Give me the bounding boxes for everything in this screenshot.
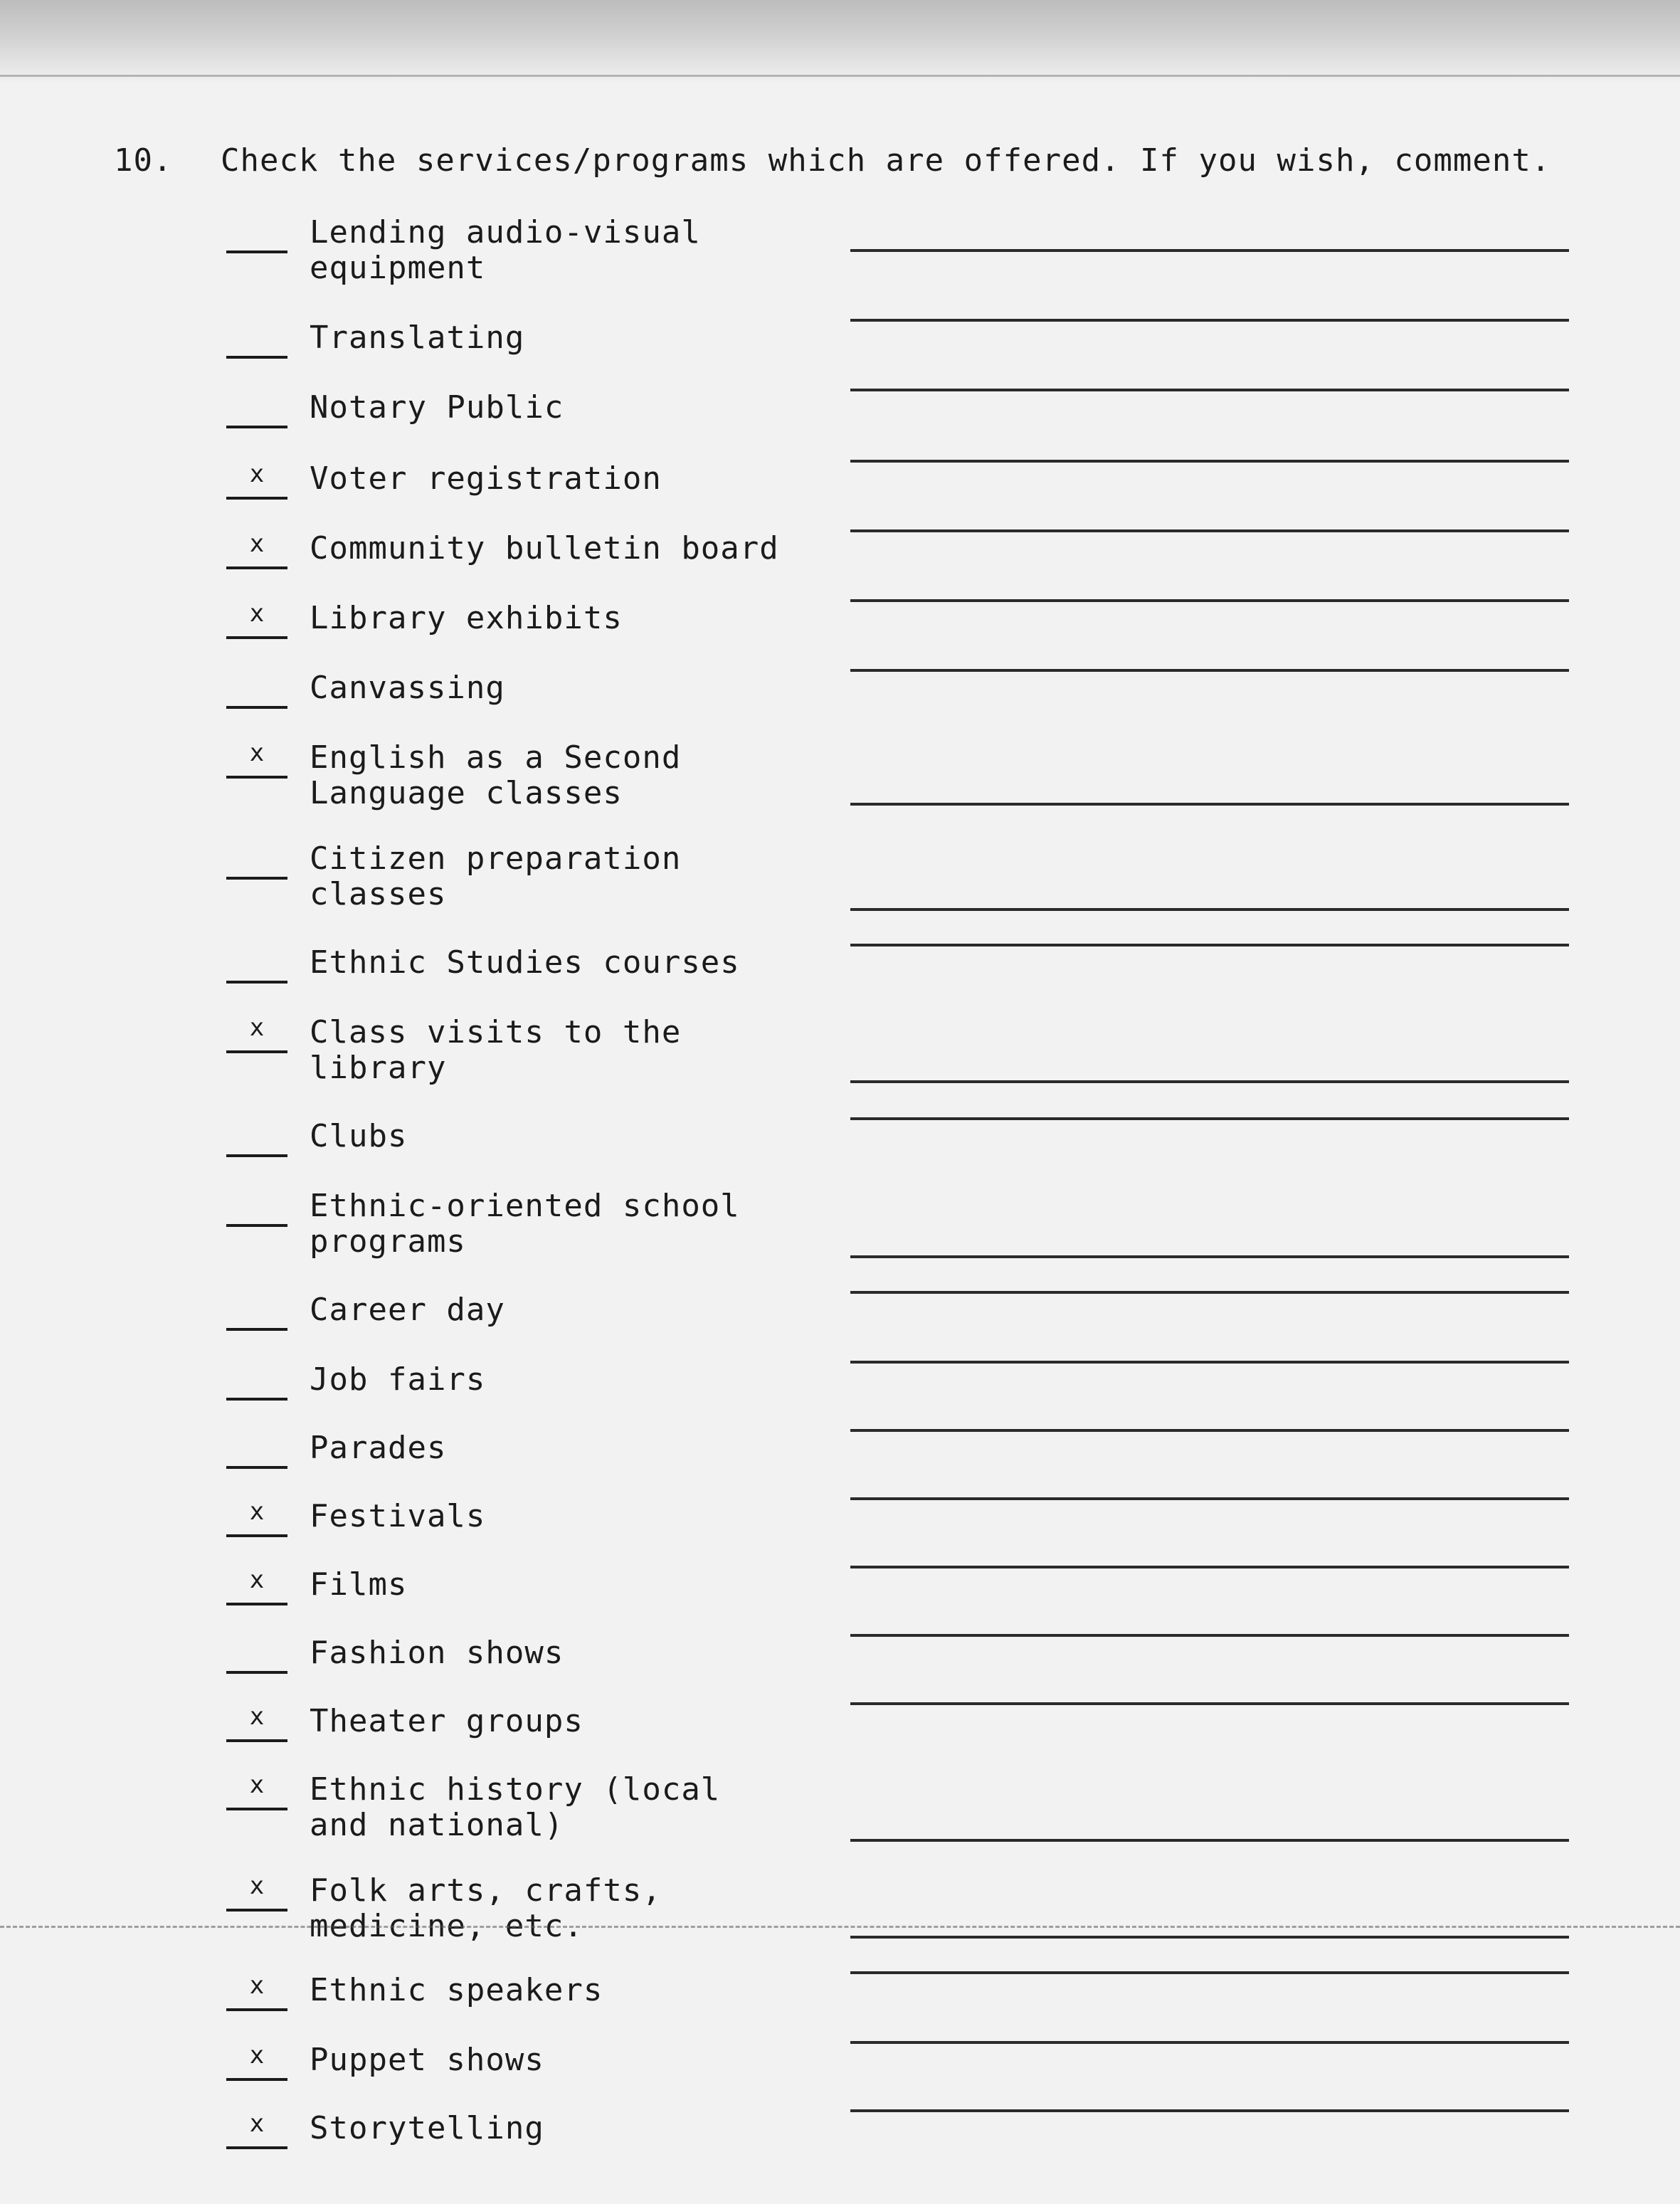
comment-line[interactable] [850,1080,1569,1083]
checkbox-checked[interactable]: x [226,1497,287,1537]
service-label [310,1499,485,1534]
service-label-line1: Ethnic speakers [310,1972,603,2008]
service-label [310,740,681,811]
page-fold-line [0,1926,1680,1928]
checkbox-checked[interactable]: x [226,460,287,500]
comment-line[interactable] [850,803,1569,806]
service-label-line1: Folk arts, crafts, [310,1872,662,1909]
question-number: 10. [114,142,173,179]
checkbox-blank[interactable] [226,1187,287,1227]
service-label [310,601,623,636]
checkbox-checked[interactable]: x [226,529,287,569]
service-label-line1: Career day [310,1292,505,1328]
comment-line[interactable] [850,249,1569,252]
comment-line[interactable] [850,1634,1569,1637]
question-text: Check the services/programs which are offered. If you wish, comment. [221,142,1551,179]
checkbox-checked[interactable]: x [226,599,287,639]
comment-line[interactable] [850,1971,1569,1974]
comment-line[interactable] [850,1361,1569,1364]
service-label-line1: Class visits to the [310,1014,682,1050]
comment-line[interactable] [850,1255,1569,1258]
service-label [310,1635,564,1671]
comment-line[interactable] [850,1839,1569,1842]
service-label [310,320,524,356]
checkbox-checked[interactable]: x [226,1971,287,2011]
service-label [310,531,779,566]
service-label [310,1873,662,1944]
service-label [310,215,701,286]
service-label-line1: Theater groups [310,1703,583,1739]
service-label-line1: Library exhibits [310,600,623,636]
service-label [310,1292,505,1328]
service-label-line2: and national) [310,1807,564,1843]
service-label-line1: Ethnic Studies courses [310,944,740,981]
service-label-line2: medicine, etc. [310,1908,583,1944]
service-label-line1: Canvassing [310,670,505,706]
checkbox-blank[interactable] [226,669,287,709]
service-label [310,1430,446,1466]
comment-line[interactable] [850,1291,1569,1294]
checkbox-blank[interactable] [226,1361,287,1401]
checkbox-checked[interactable]: x [226,1566,287,1605]
service-label-line1: Translating [310,320,525,356]
service-label-line1: Ethnic history (local [310,1771,721,1808]
service-label [310,1772,720,1843]
service-label-line1: Parades [310,1430,447,1466]
service-label-line1: Community bulletin board [310,530,779,566]
checkbox-checked[interactable]: x [226,1013,287,1053]
service-label [310,1015,681,1086]
service-label-line2: programs [310,1223,466,1260]
comment-line[interactable] [850,2041,1569,2044]
service-label [310,461,662,497]
checkbox-blank[interactable] [226,319,287,359]
comment-line[interactable] [850,599,1569,602]
service-label-line1: Lending audio-visual [310,214,701,251]
service-label [310,1188,740,1260]
comment-line[interactable] [850,389,1569,391]
service-label-line1: Job fairs [310,1361,486,1398]
service-label [310,841,681,912]
comment-line[interactable] [850,1566,1569,1568]
service-label-line1: Storytelling [310,2110,544,2146]
comment-line[interactable] [850,1702,1569,1705]
comment-line[interactable] [850,529,1569,532]
service-label-line1: Voter registration [310,460,662,497]
service-label-line1: Citizen preparation [310,840,682,877]
comment-line[interactable] [850,1936,1569,1939]
checkbox-blank[interactable] [226,1117,287,1157]
checkbox-checked[interactable]: x [226,2109,287,2149]
checkbox-blank[interactable] [226,840,287,880]
comment-line[interactable] [850,944,1569,947]
service-label-line1: English as a Second [310,739,682,776]
checkbox-blank[interactable] [226,944,287,984]
service-label-line2: equipment [310,250,486,286]
checkbox-blank[interactable] [226,213,287,253]
checkbox-blank[interactable] [226,389,287,428]
checkbox-blank[interactable] [226,1634,287,1674]
comment-line[interactable] [850,1429,1569,1432]
checkbox-checked[interactable]: x [226,2041,287,2081]
comment-line[interactable] [850,908,1569,911]
service-label-line1: Puppet shows [310,2042,544,2078]
question-heading [114,142,1550,179]
comment-line[interactable] [850,2109,1569,2112]
service-label-line1: Ethnic-oriented school [310,1188,740,1224]
service-label [310,1973,603,2008]
comment-line[interactable] [850,319,1569,322]
checkbox-blank[interactable] [226,1429,287,1469]
service-label [310,945,740,981]
service-label-line1: Films [310,1566,408,1603]
service-label [310,1119,407,1154]
comment-line[interactable] [850,460,1569,463]
service-label-line2: library [310,1050,447,1086]
checkbox-checked[interactable]: x [226,1872,287,1912]
scanned-page-top-edge [0,0,1680,84]
service-label-line2: Language classes [310,775,623,811]
checkbox-checked[interactable]: x [226,1771,287,1810]
checkbox-checked[interactable]: x [226,739,287,779]
service-label [310,1362,485,1398]
comment-line[interactable] [850,669,1569,672]
service-label-line1: Clubs [310,1118,408,1154]
checkbox-blank[interactable] [226,1291,287,1331]
service-label [310,2111,544,2146]
service-label-line1: Fashion shows [310,1635,564,1671]
service-label [310,1704,583,1739]
comment-line[interactable] [850,1497,1569,1500]
service-label [310,670,505,706]
service-label-line2: classes [310,876,447,912]
comment-line[interactable] [850,1117,1569,1120]
service-label-line1: Festivals [310,1498,486,1534]
service-label-line1: Notary Public [310,389,564,426]
service-label [310,1567,407,1603]
checkbox-checked[interactable]: x [226,1702,287,1742]
service-label [310,390,564,426]
service-label [310,2042,544,2078]
